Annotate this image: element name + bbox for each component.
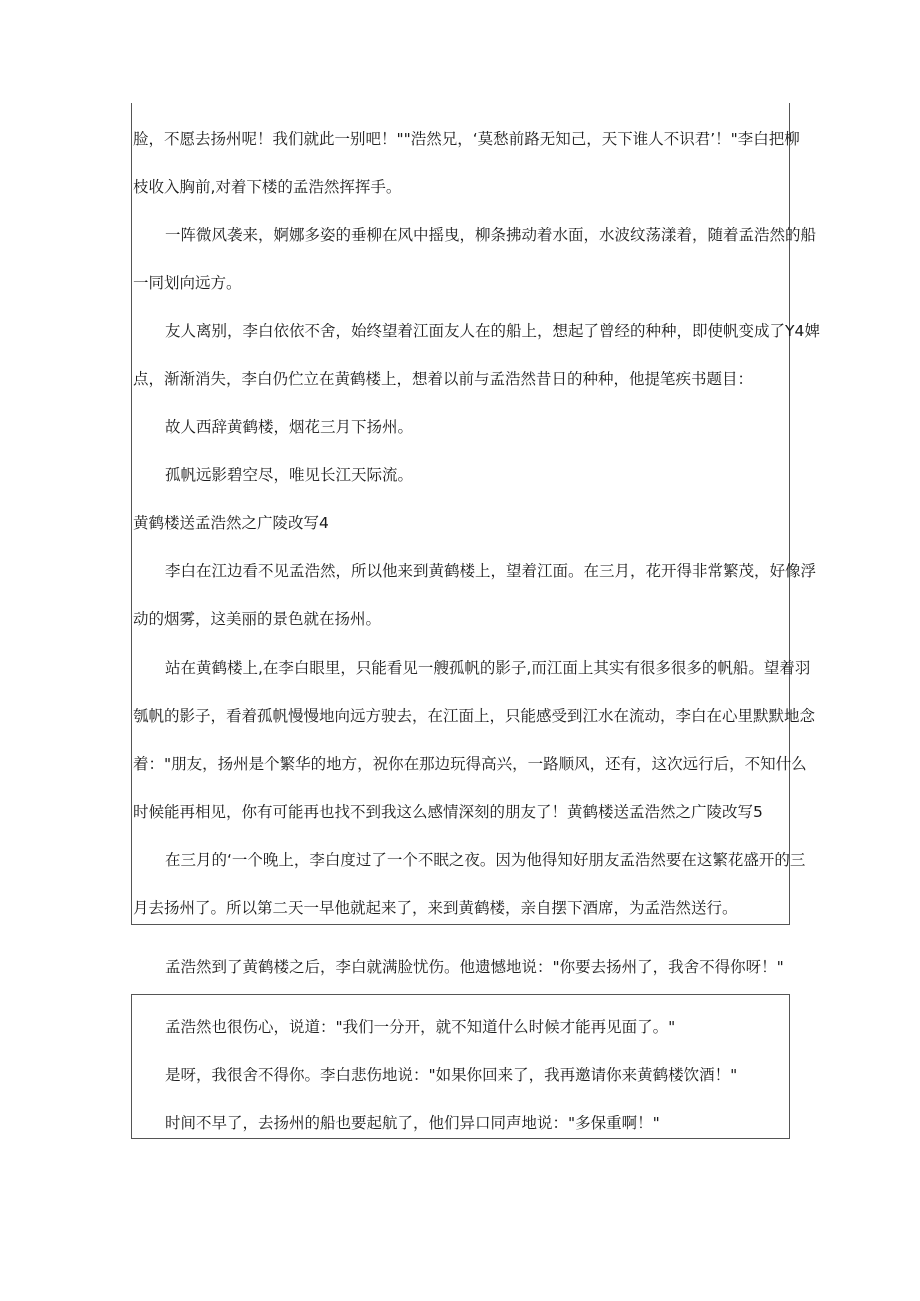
paragraph-line: 李白在江边看不见孟浩然，所以他来到黄鹤楼上，望着江面。在三月，花开得非常繁茂，好像浮 [165, 562, 817, 580]
paragraph-line: 一阵微风袭来，婀娜多姿的垂柳在风中摇曳，柳条拂动着水面，水波纹荡漾着，随着孟浩然的船 [165, 226, 817, 244]
poem-line: 故人西辞黄鹤楼，烟花三月下扬州。 [165, 418, 414, 436]
paragraph-line: 站在黄鹤楼上,在李白眼里，只能看见一艘孤帆的影子,而江面上其实有很多很多的帆船。望着羽 [165, 659, 811, 677]
paragraph-line: 在三月的‘一个晚上，李白度过了一个不眠之夜。因为他得知好朋友孟浩然要在这繁花盛开的三 [165, 851, 806, 869]
paragraph-line: 着："朋友，扬州是个繁华的地方，祝你在那边玩得高兴，一路顺风，还有，这次远行后，不知什么 [133, 755, 807, 773]
paragraph-line: 枝收入胸前,对着下楼的孟浩然挥挥手。 [133, 178, 402, 196]
paragraph-line: 脸，不愿去扬州呢！我们就此一别吧！""浩然兄，‘莫愁前路无知己，天下谁人不识君’！"李白把柳 [133, 130, 800, 148]
paragraph-line: 时候能再相见，你有可能再也找不到我这么感情深刻的朋友了！黄鹤楼送孟浩然之广陵改写5 [133, 803, 763, 821]
paragraph-line: 时间不早了，去扬州的船也要起航了，他们异口同声地说："多保重啊！" [165, 1114, 660, 1132]
paragraph-line: 一同划向远方。 [133, 274, 242, 292]
paragraph-line: 月去扬州了。所以第二天一早他就起来了，来到黄鹤楼，亲自摆下酒席，为孟浩然送行。 [133, 899, 738, 917]
paragraph-line: 动的烟雾，这美丽的景色就在扬州。 [133, 610, 382, 628]
paragraph-line: 友人离别，李白依依不舍，始终望着江面友人在的船上，想起了曾经的种种，即使帆变成了Y4婢 [165, 322, 820, 340]
paragraph-line: 孟浩然到了黄鹤楼之后，李白就满脸忧伤。他遗憾地说："你要去扬州了，我舍不得你呀！" [165, 958, 784, 976]
paragraph-line: 是呀，我很舍不得你。李白悲伤地说："如果你回来了，我再邀请你来黄鹤楼饮酒！" [165, 1066, 738, 1084]
paragraph-line: 点，渐渐消失，李白仍伫立在黄鹤楼上，想着以前与孟浩然昔日的种种，他提笔疾书题目： [133, 370, 754, 388]
section-heading: 黄鹤楼送孟浩然之广陵改写4 [133, 514, 329, 532]
poem-line: 孤帆远影碧空尽，唯见长江天际流。 [165, 466, 414, 484]
paragraph-line: 瓠帆的影子，看着孤帆慢慢地向远方驶去，在江面上，只能感受到江水在流动，李白在心里默默地念 [133, 707, 816, 725]
paragraph-line: 孟浩然也很伤心，说道："我们一分开，就不知道什么时候才能再见面了。" [165, 1018, 676, 1036]
